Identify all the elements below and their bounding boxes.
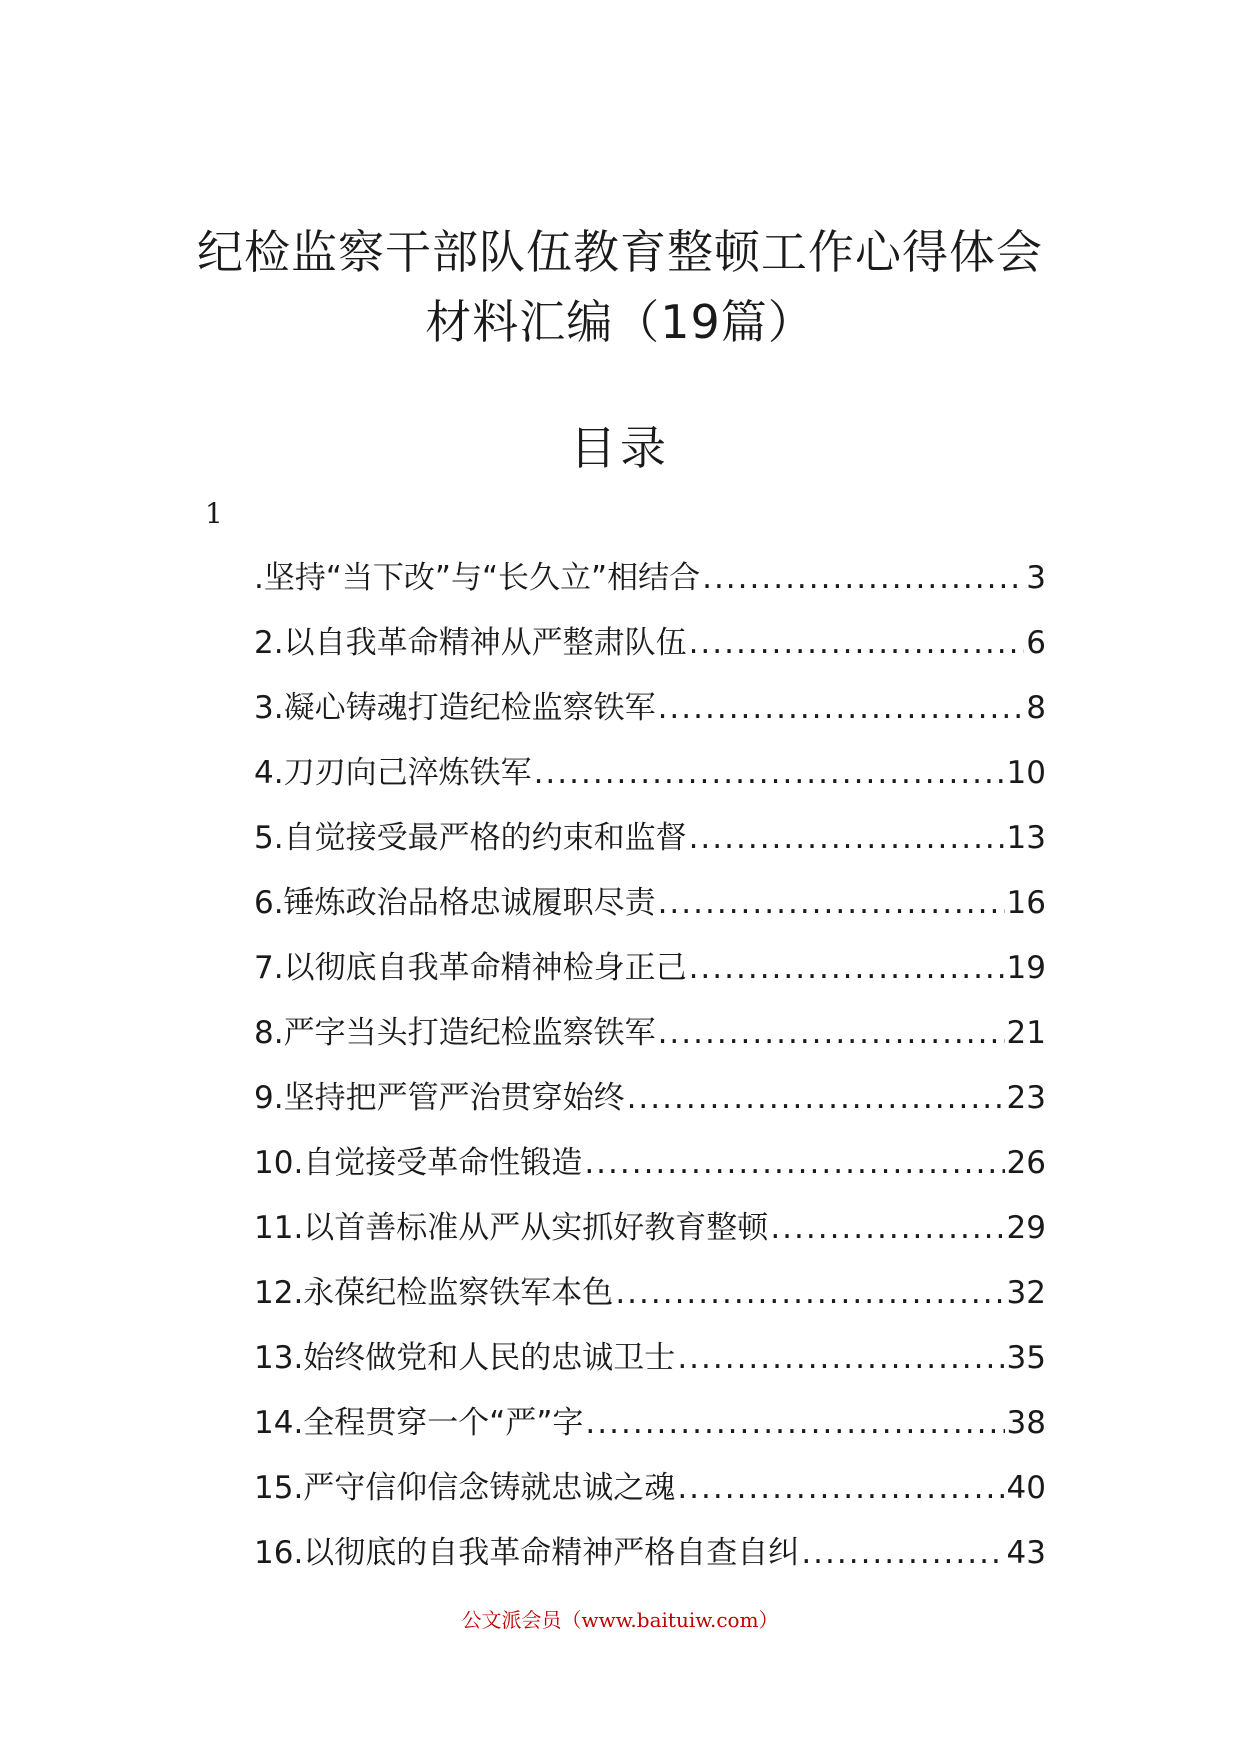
toc-entry-title: 16.以彻底的自我革命精神严格自查自纠 bbox=[254, 1535, 800, 1571]
toc-entry[interactable] bbox=[254, 816, 1046, 881]
toc-entry-title: 13.始终做党和人民的忠诚卫士 bbox=[254, 1340, 676, 1376]
document-title-line-1: 纪检监察干部队伍教育整顿工作心得体会 bbox=[197, 225, 1043, 279]
toc-entry[interactable] bbox=[254, 1336, 1046, 1401]
toc-entry-title: 2.以自我革命精神从严整肃队伍 bbox=[254, 625, 687, 661]
toc-dot-leader bbox=[585, 1401, 1004, 1445]
toc-entry-page: 32 bbox=[1006, 1275, 1046, 1311]
toc-entry-title: 12.永葆纪检监察铁军本色 bbox=[254, 1275, 614, 1311]
toc-dot-leader bbox=[702, 556, 1024, 600]
toc-entry[interactable] bbox=[254, 1401, 1046, 1466]
toc-entry-title: 6.锤炼政治品格忠诚履职尽责 bbox=[254, 885, 656, 921]
toc-entry[interactable] bbox=[254, 621, 1046, 686]
toc-dot-leader bbox=[689, 816, 1005, 860]
toc-entry-title: 5.自觉接受最严格的约束和监督 bbox=[254, 820, 687, 856]
toc-entry[interactable] bbox=[254, 1206, 1046, 1271]
toc-entry[interactable] bbox=[254, 686, 1046, 751]
toc-dot-leader bbox=[615, 1271, 1004, 1315]
toc-dot-leader bbox=[658, 881, 1005, 925]
toc-entry-page: 29 bbox=[1006, 1210, 1046, 1246]
toc-entry-page: 16 bbox=[1006, 885, 1046, 921]
toc-dot-leader bbox=[584, 1141, 1004, 1185]
toc-entry-page: 23 bbox=[1006, 1080, 1046, 1116]
toc-dot-leader bbox=[689, 621, 1025, 665]
toc-entry-page: 10 bbox=[1006, 755, 1046, 791]
toc-dot-leader bbox=[770, 1206, 1004, 1250]
toc-dot-leader bbox=[689, 946, 1005, 990]
toc-entry-page: 43 bbox=[1006, 1535, 1046, 1571]
stray-number: 1 bbox=[205, 497, 223, 530]
toc-entry-title: 3.凝心铸魂打造纪检监察铁军 bbox=[254, 690, 656, 726]
toc-entry[interactable] bbox=[254, 1011, 1046, 1076]
toc-entry-title: 10.自觉接受革命性锻造 bbox=[254, 1145, 583, 1181]
toc-entry-page: 40 bbox=[1006, 1470, 1046, 1506]
toc-dot-leader bbox=[801, 1531, 1004, 1575]
toc-dot-leader bbox=[677, 1466, 1004, 1510]
toc-dot-leader bbox=[658, 686, 1025, 730]
toc-entry-page: 3 bbox=[1026, 560, 1046, 596]
toc-entry-title: 11.以首善标准从严从实抓好教育整顿 bbox=[254, 1210, 769, 1246]
toc-entry-page: 13 bbox=[1006, 820, 1046, 856]
toc-entry[interactable] bbox=[254, 1466, 1046, 1531]
toc-dot-leader bbox=[627, 1076, 1005, 1120]
footer-watermark: 公文派会员（www.baituiw.com） bbox=[461, 1608, 779, 1632]
toc-entry-page: 38 bbox=[1006, 1405, 1046, 1441]
toc-heading: 目录 bbox=[570, 421, 670, 475]
toc-entry-title: 8.严字当头打造纪检监察铁军 bbox=[254, 1015, 656, 1051]
toc-entry-title: 9.坚持把严管严治贯穿始终 bbox=[254, 1080, 625, 1116]
toc-entry[interactable] bbox=[254, 751, 1046, 816]
toc-entry[interactable] bbox=[254, 1141, 1046, 1206]
toc-dot-leader bbox=[534, 751, 1005, 795]
toc-entry[interactable] bbox=[254, 881, 1046, 946]
toc-entry-page: 19 bbox=[1006, 950, 1046, 986]
toc-dot-leader bbox=[658, 1011, 1005, 1055]
toc-entry-title: .坚持“当下改”与“长久立”相结合 bbox=[254, 560, 701, 596]
toc-entry-title: 14.全程贯穿一个“严”字 bbox=[254, 1405, 584, 1441]
toc-entry[interactable] bbox=[254, 1076, 1046, 1141]
toc-entry[interactable] bbox=[254, 946, 1046, 1011]
toc-entry-title: 7.以彻底自我革命精神检身正己 bbox=[254, 950, 687, 986]
toc-entry[interactable] bbox=[254, 556, 1046, 621]
document-title-line-2: 材料汇编（19篇） bbox=[425, 295, 815, 349]
toc-entry-title: 15.严守信仰信念铸就忠诚之魂 bbox=[254, 1470, 676, 1506]
toc-entry-page: 6 bbox=[1026, 625, 1046, 661]
toc-entry-page: 26 bbox=[1006, 1145, 1046, 1181]
toc-entry[interactable] bbox=[254, 1271, 1046, 1336]
toc-entry[interactable] bbox=[254, 1531, 1046, 1596]
toc-entry-page: 21 bbox=[1006, 1015, 1046, 1051]
table-of-contents bbox=[254, 556, 1046, 1596]
toc-entry-page: 35 bbox=[1006, 1340, 1046, 1376]
toc-dot-leader bbox=[677, 1336, 1004, 1380]
toc-entry-title: 4.刀刃向己淬炼铁军 bbox=[254, 755, 532, 791]
toc-entry-page: 8 bbox=[1026, 690, 1046, 726]
